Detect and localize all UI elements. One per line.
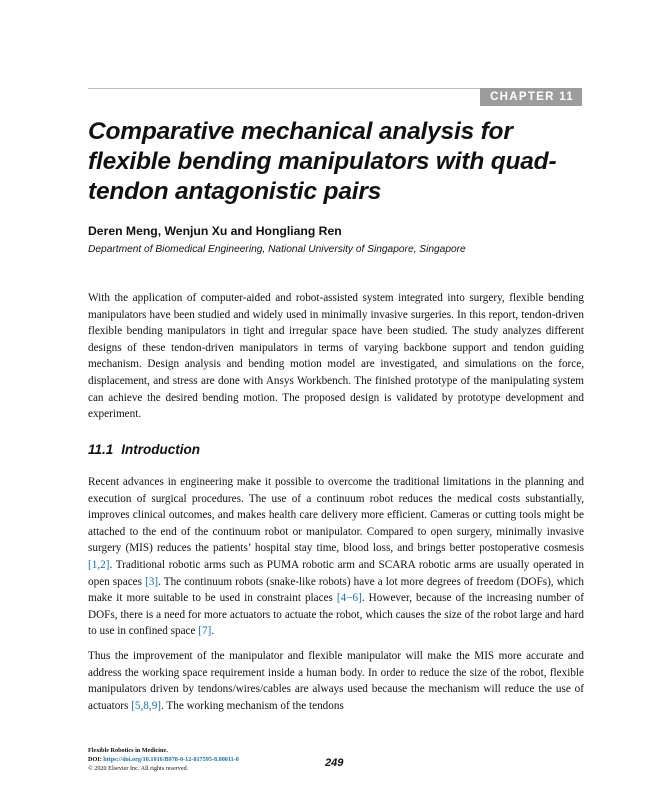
intro-paragraph-1 <box>88 474 584 640</box>
section-heading <box>88 442 200 457</box>
footer <box>88 746 239 773</box>
book-title: Flexible Robotics in Medicine. <box>88 747 168 754</box>
abstract <box>88 290 584 431</box>
doi-label: DOI: <box>88 756 104 763</box>
authors: Deren Meng, Wenjun Xu and Hongliang Ren <box>88 224 342 238</box>
abstract-text: With the application of computer-aided and robot-assisted system integrated into surgery, flexible bending manipulators have been studied and widely used in minimally invasive surgeries. In this report, tendon-driven flexible bending manipulators in tight and irregular space have been studied. The study analyzes different designs of these tendon-driven manipulators in terms of varying backbone support and tendon guiding mechanism. Design analysis and bending motion model are investigated, and simulations on the force, displacement, and stress are done with Ansys Workbench. The finished prototype of the manipulating system can achieve the desired bending motion. The proposed design is validated by prototype development and experiment. <box>88 292 584 421</box>
doi-link[interactable]: https://doi.org/10.1016/B978-0-12-817595-8.00011-0 <box>103 756 239 763</box>
text-run: Recent advances in engineering make it possible to overcome the traditional limitations in the planning and execution of surgical procedures. The use of a continuum robot reduces the medical costs substantially, improves clinical outcomes, and makes health care delivery more efficient. Cameras or cutting tools might be attached to the end of the continuum robot or manipulator. Compared to open surgery, minimally invasive surgery (MIS) reduces the patients’ hospital stay time, blood loss, and brings better postoperative cosmesis <box>88 476 584 555</box>
citation-link[interactable]: [1,2] <box>88 558 110 571</box>
citation-link[interactable]: [3] <box>145 575 159 588</box>
text-run: . The continuum robots (snake-like robots) have a lot more degrees of freedom (DOFs), which make it more suitable to be used in constraint places <box>88 575 584 605</box>
page-number: 249 <box>325 757 344 769</box>
text-run: . However, because of the increasing number of DOFs, there is a need for more actuators to actuate the robot, which causes the size of the robot large and hard to use in confined space <box>88 592 584 638</box>
intro-paragraph-2 <box>88 648 584 714</box>
section-title: Introduction <box>121 442 201 457</box>
chapter-label: CHAPTER 11 <box>480 88 582 106</box>
text-run: . The working mechanism of the tendons <box>161 699 344 712</box>
citation-link[interactable]: [4−6] <box>336 592 362 605</box>
section-number: 11.1 <box>88 442 114 457</box>
chapter-title: Comparative mechanical analysis for flexible bending manipulators with quad-tendon antagonistic pairs <box>88 118 557 205</box>
citation-link[interactable]: [5,8,9] <box>131 699 162 712</box>
text-run: Thus the improvement of the manipulator and flexible manipulator will make the MIS more accurate and address the working space requirement inside a human body. In order to reduce the size of the robot, flexible manipulators driven by tendons/wires/cables are always used because the mechanism will reduce the use of actuators <box>88 649 584 712</box>
affiliation: Department of Biomedical Engineering, National University of Singapore, Singapore <box>88 244 466 255</box>
chapter-header <box>88 88 582 106</box>
text-run: . <box>211 625 215 638</box>
citation-link[interactable]: [7] <box>198 625 212 638</box>
copyright: © 2020 Elsevier Inc. All rights reserved. <box>88 765 189 772</box>
text-run: . Traditional robotic arms such as PUMA robotic arm and SCARA robotic arms are usually operated in open spaces <box>88 558 584 588</box>
doi-line <box>88 755 239 764</box>
introduction-body <box>88 474 584 722</box>
